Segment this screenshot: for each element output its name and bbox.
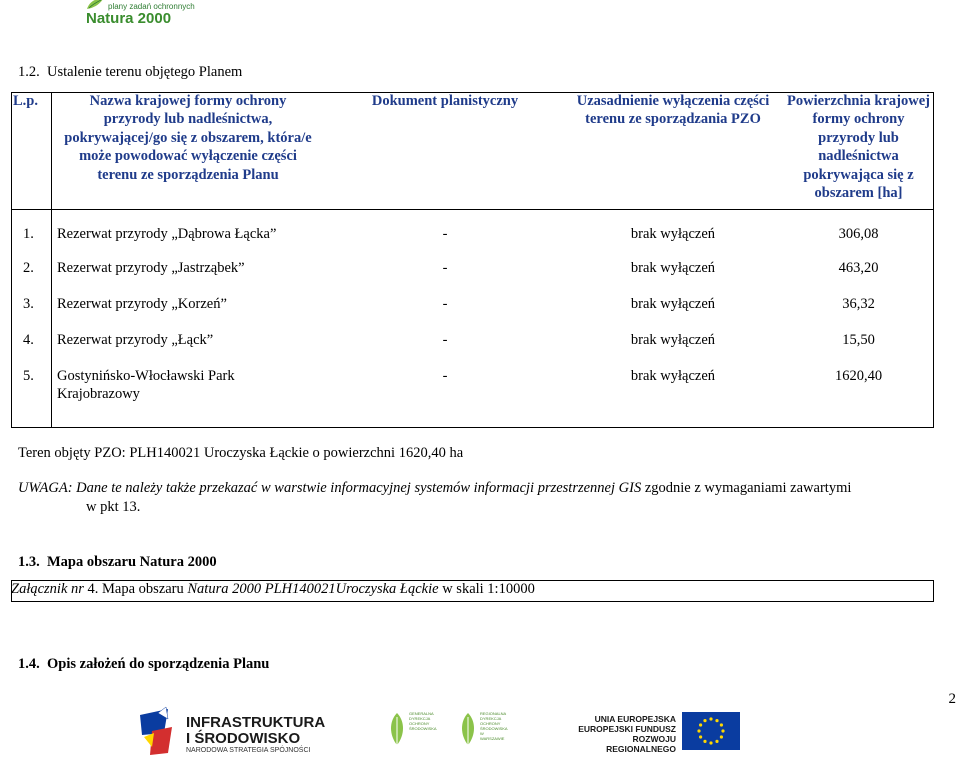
row-area: 36,32 [842, 296, 875, 312]
eu-flag-icon [682, 712, 740, 750]
rdos-logo [458, 709, 508, 755]
nss-flag-icon [138, 703, 176, 757]
table-row [11, 247, 934, 284]
gdos-leaf-icon [387, 711, 407, 747]
note-normal: zgodnie z wymaganiami zawartymi [641, 480, 852, 496]
rdos-leaf-icon [458, 711, 478, 747]
logo-tagline: plany zadań ochronnych [108, 2, 195, 11]
row-area: 15,50 [842, 332, 875, 348]
section-title: Ustalenie terenu objętego Planem [47, 64, 243, 80]
row-name: Rezerwat przyrody „Jastrząbek” [57, 260, 245, 276]
row-number: 2. [23, 260, 34, 276]
section-number: 1.4. [18, 656, 40, 672]
section-heading-1-2 [18, 64, 242, 81]
row-document: - [442, 296, 448, 312]
eu-logo [578, 712, 748, 754]
attachment-text-3: w skali 1:10000 [438, 581, 535, 597]
infrastruktura-logo [138, 703, 326, 757]
page-number: 2 [948, 691, 956, 707]
infra-line2: I ŚRODOWISKO [186, 730, 301, 747]
section-title: Opis założeń do sporządzenia Planu [47, 656, 270, 672]
section-heading-1-3 [18, 554, 217, 571]
row-number: 5. [23, 368, 34, 384]
section-heading-1-4 [18, 656, 269, 673]
table-row [11, 321, 934, 358]
header-document: Dokument planistyczny [327, 92, 563, 209]
gdos-text: GENERALNA DYREKCJA OCHRONY ŚRODOWISKA [409, 711, 437, 731]
header-justification: Uzasadnienie wyłączenia części terenu ze sporządzania PZO [563, 92, 783, 209]
attachment-label: Załącznik nr [11, 581, 84, 597]
gis-note [18, 480, 851, 497]
row-document: - [442, 332, 448, 348]
row-name: Rezerwat przyrody „Dąbrowa Łącka” [57, 225, 277, 242]
table-row [11, 284, 934, 321]
table-row [11, 209, 934, 247]
row-justification: brak wyłączeń [630, 296, 716, 312]
row-justification: brak wyłączeń [630, 260, 716, 276]
attachment-text-1: 4. Mapa obszaru [83, 581, 188, 597]
row-document: - [442, 368, 448, 384]
section-number: 1.3. [18, 554, 40, 570]
table-row [11, 358, 934, 426]
row-justification: brak wyłączeń [630, 225, 716, 242]
infra-line1: INFRASTRUKTURA [186, 714, 326, 731]
row-number: 4. [23, 332, 34, 348]
area-summary: Teren objęty PZO: PLH140021 Uroczyska Łąckie o powierzchni 1620,40 ha [18, 445, 464, 461]
eu-line2: EUROPEJSKI FUNDUSZ [578, 724, 676, 734]
gis-note-line2: w pkt 13. [86, 499, 141, 515]
row-number: 1. [23, 225, 34, 242]
row-name: Gostynińsko-Włocławski Park Krajobrazowy [57, 368, 235, 403]
natura-2000-logo [78, 0, 195, 38]
note-italic: UWAGA: Dane te należy także przekazać w warstwie informacyjnej systemów informacji przestrzennej GIS [18, 480, 642, 496]
row-document: - [442, 260, 448, 276]
logo-brand: Natura 2000 [86, 10, 172, 27]
row-name: Rezerwat przyrody „Korzeń” [57, 296, 227, 312]
infra-line3: NARODOWA STRATEGIA SPÓJNOŚCI [186, 747, 311, 754]
header-area: Powierzchnia krajowej formy ochrony przyrody lub nadleśnictwa pokrywająca się z obszarem [ha] [783, 92, 934, 209]
attachment-text-2: Natura 2000 PLH140021Uroczyska Łąckie [187, 581, 439, 597]
section-number: 1.2. [18, 64, 40, 80]
eu-line3: ROZWOJU REGIONALNEGO [606, 734, 676, 754]
exclusion-table [11, 92, 934, 426]
section-title: Mapa obszaru Natura 2000 [47, 554, 217, 570]
row-area: 306,08 [838, 225, 879, 242]
header-lp: L.p. [11, 92, 51, 209]
attachment-caption [11, 581, 535, 598]
row-area: 463,20 [838, 260, 879, 276]
leaf-icon [86, 0, 104, 10]
row-number: 3. [23, 296, 34, 312]
row-document: - [442, 225, 448, 242]
gdos-logo [387, 709, 437, 755]
rdos-text: REGIONALNA DYREKCJA OCHRONY ŚRODOWISKA W WARSZAWIE [480, 711, 508, 741]
row-justification: brak wyłączeń [630, 332, 716, 348]
header-name: Nazwa krajowej formy ochrony przyrody lub nadleśnictwa, pokrywającej/go się z obszarem, która/e może powodować wyłączenie części terenu ze sporządzenia Planu [51, 92, 327, 209]
row-name: Rezerwat przyrody „Łąck” [57, 332, 214, 348]
row-justification: brak wyłączeń [630, 368, 716, 384]
eu-line1: UNIA EUROPEJSKA [594, 714, 676, 724]
row-area: 1620,40 [834, 368, 883, 384]
